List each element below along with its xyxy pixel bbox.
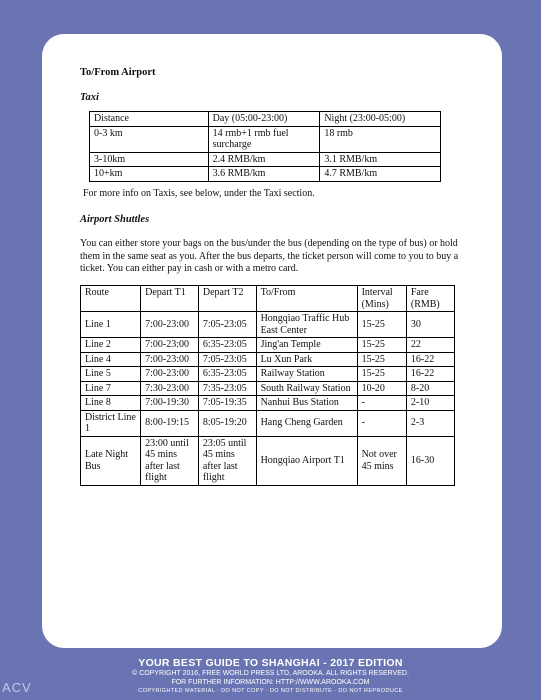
table-row xyxy=(81,381,455,396)
table-cell: Hang Cheng Garden xyxy=(256,410,357,436)
table-cell: Hongqiao Traffic Hub East Center xyxy=(256,312,357,338)
table-cell: 10-20 xyxy=(357,381,406,396)
table-cell: 15-25 xyxy=(357,338,406,353)
table-cell: 2-3 xyxy=(406,410,454,436)
table-cell: 4.7 RMB/km xyxy=(320,167,441,182)
table-cell: 2-10 xyxy=(406,396,454,411)
table-cell: Hongqiao Airport T1 xyxy=(256,436,357,485)
table-cell: Late Night Bus xyxy=(81,436,141,485)
table-row xyxy=(90,167,441,182)
table-cell: 10+km xyxy=(90,167,209,182)
table-cell: Jing'an Temple xyxy=(256,338,357,353)
table-row xyxy=(90,126,441,152)
table-row xyxy=(81,338,455,353)
table-cell: - xyxy=(357,410,406,436)
table-cell: 7:05-23:05 xyxy=(198,312,256,338)
table-cell: 15-25 xyxy=(357,367,406,382)
table-cell: District Line 1 xyxy=(81,410,141,436)
shuttles-heading: Airport Shuttles xyxy=(80,214,150,225)
table-cell: 8:00-19:15 xyxy=(141,410,199,436)
table-cell: 7:00-23:00 xyxy=(141,352,199,367)
table-row xyxy=(81,436,455,485)
footer-title: YOUR BEST GUIDE TO SHANGHAI - 2017 EDITION xyxy=(138,657,403,669)
taxi-heading: Taxi xyxy=(80,92,99,103)
table-cell: 22 xyxy=(406,338,454,353)
table-cell: 14 rmb+1 rmb fuel surcharge xyxy=(208,126,320,152)
taxi-header-cell: Night (23:00-05:00) xyxy=(320,112,441,127)
table-cell: 7:30-23:00 xyxy=(141,381,199,396)
table-cell: 2.4 RMB/km xyxy=(208,152,320,167)
table-cell: Line 5 xyxy=(81,367,141,382)
shuttle-header-cell: Interval (Mins) xyxy=(357,286,406,312)
table-cell: 16-22 xyxy=(406,352,454,367)
table-cell: 3.1 RMB/km xyxy=(320,152,441,167)
footer-info-link[interactable]: FOR FURTHER INFORMATION: HTTP://WWW.AROOKA.COM xyxy=(171,679,370,686)
table-cell: 15-25 xyxy=(357,352,406,367)
table-cell: 16-30 xyxy=(406,436,454,485)
table-cell: 3.6 RMB/km xyxy=(208,167,320,182)
table-cell: Line 2 xyxy=(81,338,141,353)
table-cell: Line 7 xyxy=(81,381,141,396)
table-cell: Line 1 xyxy=(81,312,141,338)
table-cell: 15-25 xyxy=(357,312,406,338)
table-cell: 23:00 until 45 mins after last flight xyxy=(141,436,199,485)
table-cell: Line 4 xyxy=(81,352,141,367)
table-cell: 8:05-19:20 xyxy=(198,410,256,436)
taxi-note: For more info on Taxis, see below, under the Taxi section. xyxy=(83,188,315,199)
table-cell: Line 8 xyxy=(81,396,141,411)
table-cell: 7:00-23:00 xyxy=(141,338,199,353)
table-row xyxy=(81,352,455,367)
table-cell: 7:00-23:00 xyxy=(141,367,199,382)
table-row xyxy=(81,312,455,338)
table-cell: 0-3 km xyxy=(90,126,209,152)
table-cell: 3-10km xyxy=(90,152,209,167)
shuttle-header-cell: Fare (RMB) xyxy=(406,286,454,312)
table-cell: 18 rmb xyxy=(320,126,441,152)
shuttle-header-cell: To/From xyxy=(256,286,357,312)
footer-copyright: © COPYRIGHT 2016, FREE WORLD PRESS LTD, AROOKA. ALL RIGHTS RESERVED. xyxy=(132,670,409,677)
shuttle-table xyxy=(80,285,455,486)
table-cell: 7:05-23:05 xyxy=(198,352,256,367)
table-row xyxy=(81,367,455,382)
shuttle-header-row xyxy=(81,286,455,312)
footer-notice: COPYRIGHTED MATERIAL · DO NOT COPY · DO NOT DISTRIBUTE · DO NOT REPRODUCE xyxy=(138,688,403,694)
table-cell: South Railway Station xyxy=(256,381,357,396)
table-cell: 6:35-23:05 xyxy=(198,367,256,382)
table-cell: Railway Station xyxy=(256,367,357,382)
page-title: To/From Airport xyxy=(80,67,156,78)
table-row xyxy=(90,152,441,167)
table-cell: 8-20 xyxy=(406,381,454,396)
table-cell: 30 xyxy=(406,312,454,338)
taxi-table xyxy=(89,111,441,182)
table-row xyxy=(81,410,455,436)
table-cell: - xyxy=(357,396,406,411)
table-cell: 16-22 xyxy=(406,367,454,382)
table-cell: Not over 45 mins xyxy=(357,436,406,485)
watermark: ACV xyxy=(2,680,32,695)
table-cell: 23:05 until 45 mins after last flight xyxy=(198,436,256,485)
table-row xyxy=(81,396,455,411)
table-cell: 7:35-23:05 xyxy=(198,381,256,396)
table-cell: 7:00-19:30 xyxy=(141,396,199,411)
shuttle-header-cell: Depart T1 xyxy=(141,286,199,312)
table-cell: 7:05-19:35 xyxy=(198,396,256,411)
taxi-header-row xyxy=(90,112,441,127)
taxi-header-cell: Distance xyxy=(90,112,209,127)
shuttles-paragraph: You can either store your bags on the bus/under the bus (depending on the type of bus) or hold them in the same seat as you. After the bus departs, the ticket person will come to you to buy a ticket. You can either pay in cash or with a metro card. xyxy=(80,238,459,274)
table-cell: 7:00-23:00 xyxy=(141,312,199,338)
table-cell: Nanhui Bus Station xyxy=(256,396,357,411)
table-cell: Lu Xun Park xyxy=(256,352,357,367)
table-cell: 6:35-23:05 xyxy=(198,338,256,353)
taxi-header-cell: Day (05:00-23:00) xyxy=(208,112,320,127)
shuttle-header-cell: Route xyxy=(81,286,141,312)
shuttle-header-cell: Depart T2 xyxy=(198,286,256,312)
